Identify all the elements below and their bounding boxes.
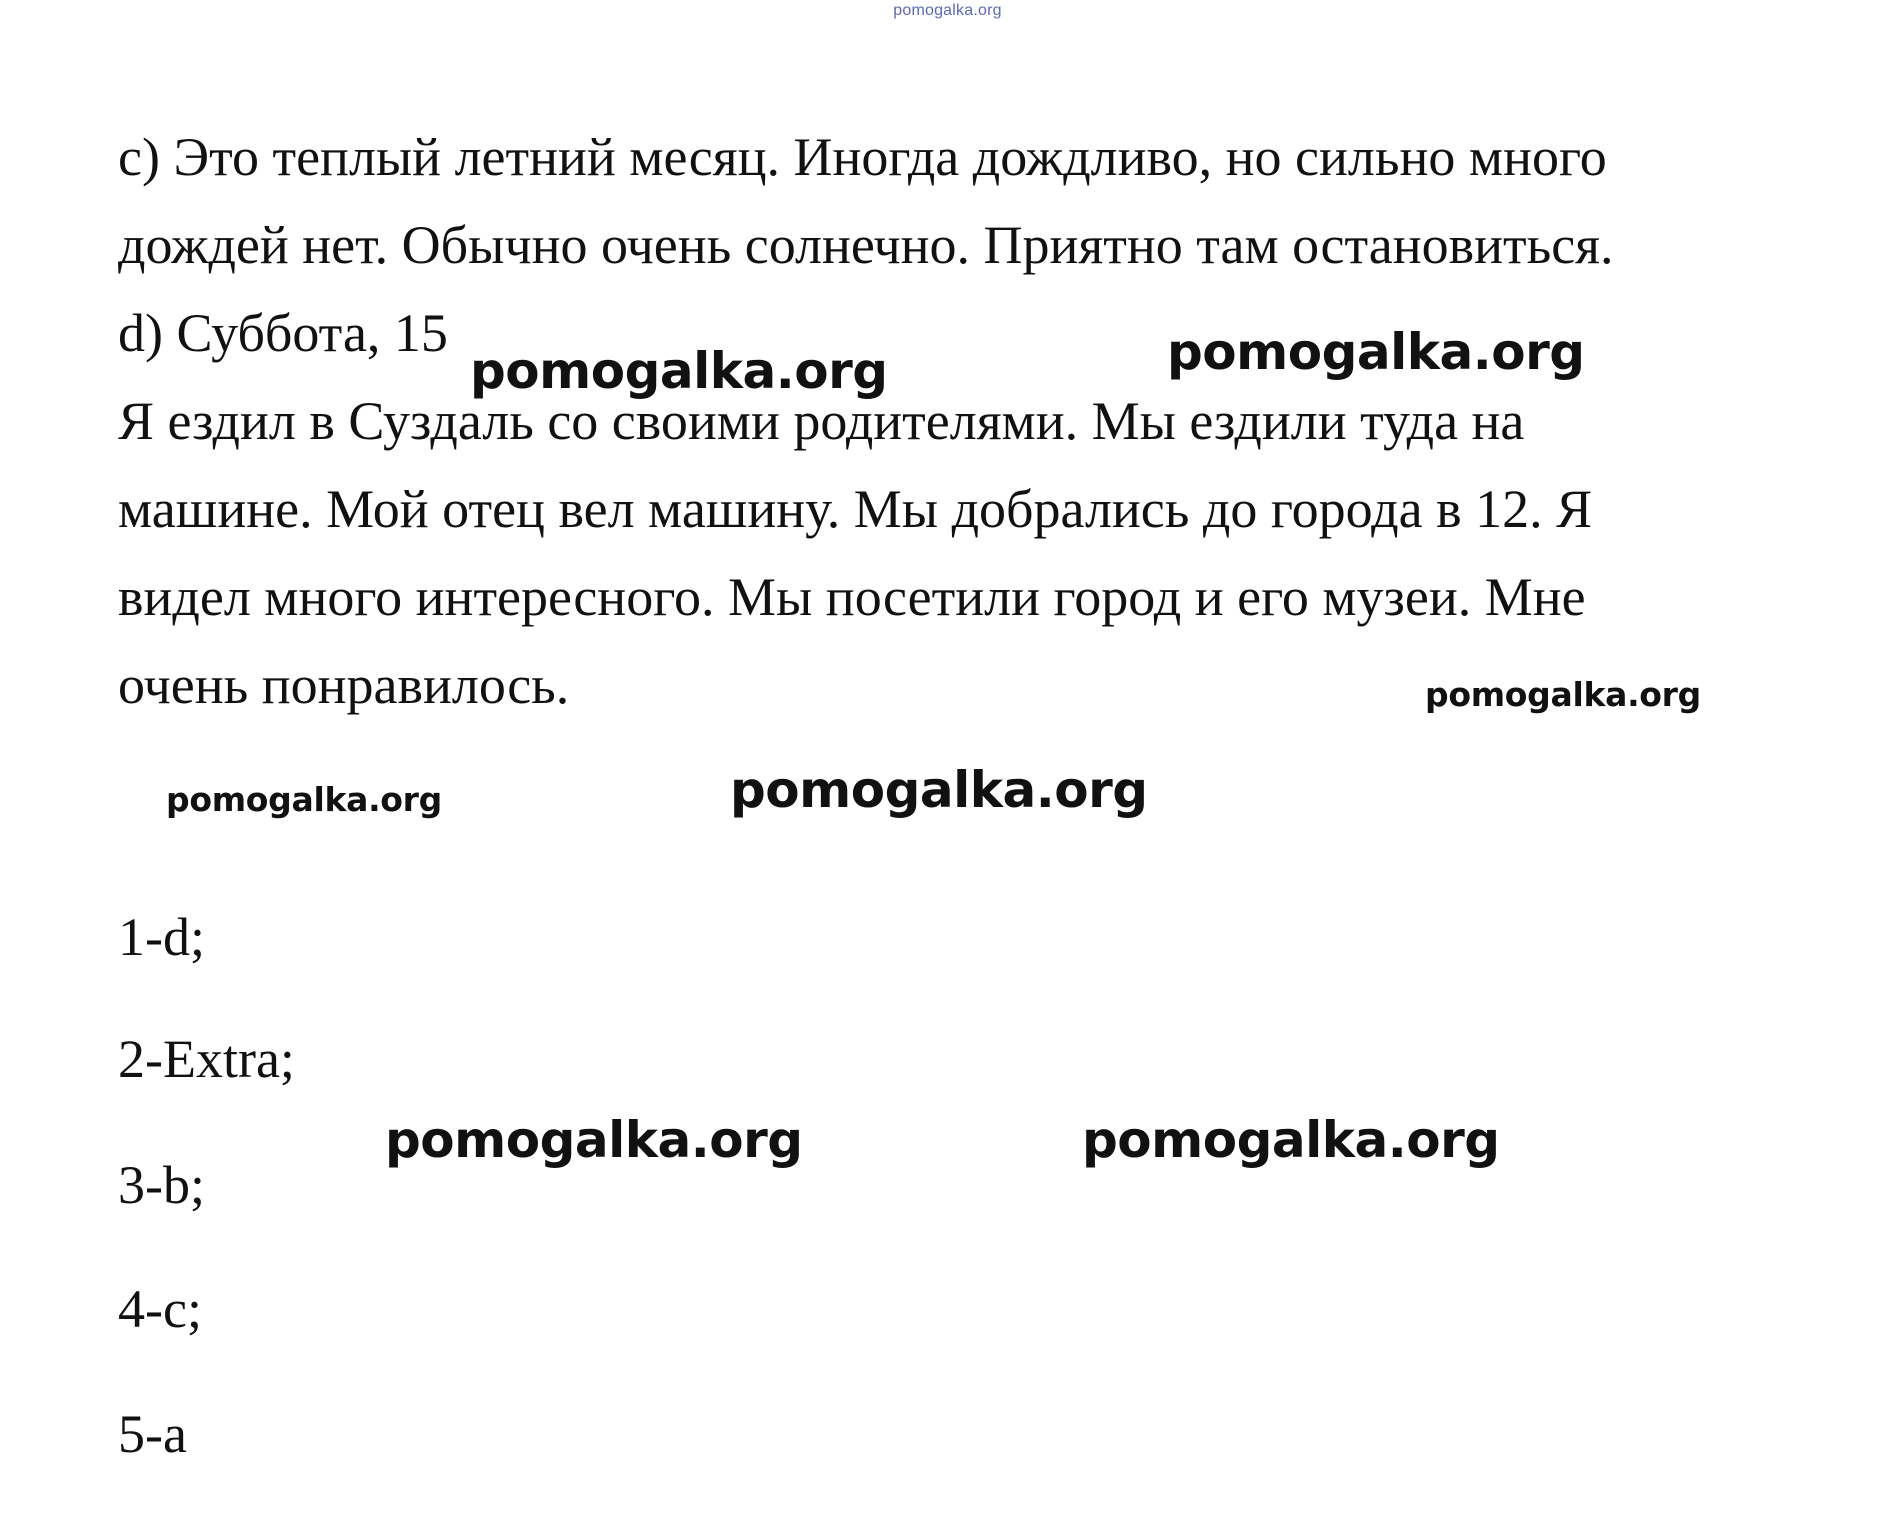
header-watermark: pomogalka.org	[893, 2, 1002, 19]
text-line: Я ездил в Суздаль со своими родителями. Мы ездили туда на	[118, 391, 1525, 451]
answer-item: 3-b;	[118, 1155, 205, 1215]
text-line: дождей нет. Обычно очень солнечно. Приятно там остановиться.	[118, 215, 1614, 275]
watermark: pomogalka.org	[1167, 323, 1585, 381]
watermark: pomogalka.org	[385, 1111, 803, 1169]
text-line: очень понравилось.	[118, 655, 570, 715]
answer-item: 2-Extra;	[118, 1029, 295, 1089]
text-line: машине. Мой отец вел машину. Мы добрались до города в 12. Я	[118, 479, 1593, 539]
watermark: pomogalka.org	[1425, 675, 1701, 714]
text-line: c) Это теплый летний месяц. Иногда дождливо, но сильно много	[118, 127, 1607, 187]
watermark: pomogalka.org	[1082, 1111, 1500, 1169]
watermark: pomogalka.org	[166, 780, 442, 819]
answer-item: 1-d;	[118, 907, 205, 967]
answer-item: 5-a	[118, 1404, 187, 1464]
text-line: видел много интересного. Мы посетили город и его музеи. Мне	[118, 567, 1586, 627]
text-line: d) Суббота, 15	[118, 303, 448, 363]
watermark: pomogalka.org	[470, 342, 888, 400]
watermark: pomogalka.org	[730, 761, 1148, 819]
answer-item: 4-c;	[118, 1279, 202, 1339]
